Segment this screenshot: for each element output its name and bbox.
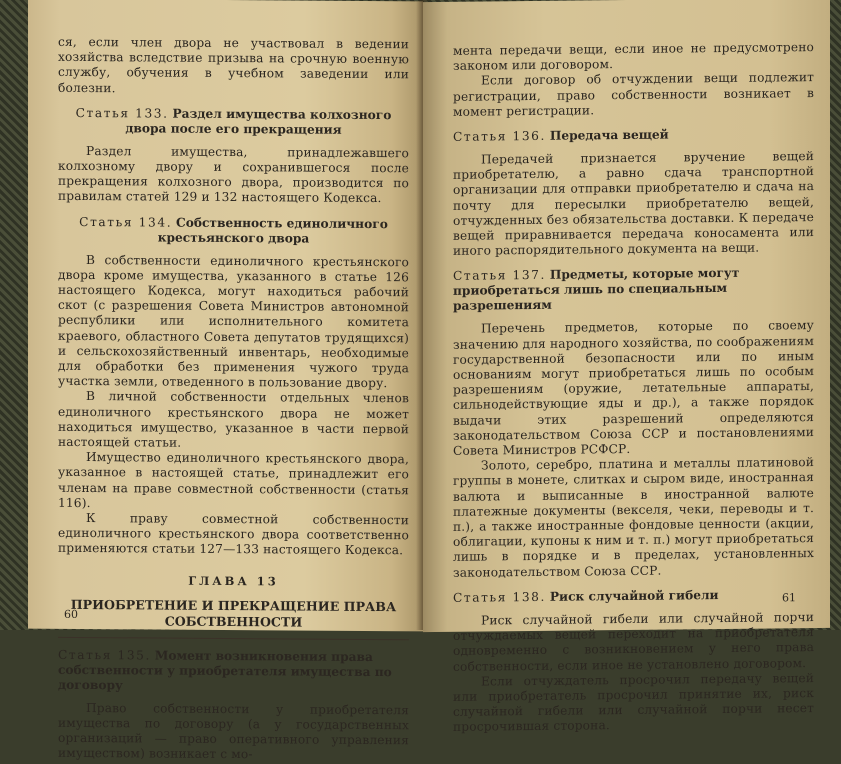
article-136-number: Статья 136. (453, 128, 547, 144)
article-136-heading (453, 126, 814, 145)
right-page (423, 0, 830, 735)
article-136-text: Передачей признается вручение вещей приобретателю, а равно сдача транспортной организации для отправки приобретателю и сдача на почту для пересылки приобретателю вещей, отчужденных без обязательства доставки. К передаче вещей приравнивается передача коносамента или иного распорядительного документа на вещи. (453, 149, 814, 259)
right-paragraph-2: Если договор об отчуждении вещи подлежит регистрации, право собственности возникает в момент регистрации. (453, 70, 814, 119)
right-paragraph-1: мента передачи вещи, если иное не предусмотрено законом или договором. (453, 40, 814, 74)
open-book (28, 0, 830, 762)
article-133-text: Раздел имущества, принадлежавшего колхозному двору и сохранившегося после прекращения колхозного двора, производится по правилам статей 129 и 132 настоящего Кодекса. (58, 143, 409, 206)
article-138-title: Риск случайной гибели (549, 587, 719, 604)
article-137-paragraph-2: Золото, серебро, платина и металлы платиновой группы в монете, слитках и сыром виде, иностранная валюта и выписанные в иностранной валюте платежные документы (векселя, чеки, переводы и т. п.), а также иностранные фондовые ценности (акции, облигации, купоны к ним и т. п.) могут приобретаться лишь в порядке и в пределах, установленных законодательством Союза ССР. (453, 455, 814, 580)
article-136-title: Передача вещей (549, 127, 669, 143)
article-137-paragraph-1: Перечень предметов, которые по своему значению для народного хозяйства, по соображениям государственной безопасности или по иным основаниям могут приобретаться лишь по особым разрешениям (оружие, летательные аппараты, сильнодействующие яды и др.), а также порядок выдачи этих разрешений определяются законодательством Союза ССР и постановлениями Совета Министров РСФСР. (453, 318, 814, 458)
article-135-text: Право собственности у приобретателя имущества по договору (а у государственных организаций — право оперативного управления имуществом) возникает с мо- (58, 700, 409, 762)
page-number-right: 61 (782, 591, 796, 605)
article-134-title: Собственность единоличного крестьянского двора (157, 215, 388, 246)
article-137-heading (453, 265, 814, 314)
article-133-number: Статья 133. (75, 105, 169, 121)
left-paragraph-1: ся, если член двора не участвовал в ведении хозяйства вследствие призыва на срочную военную службу, обучения в учебном заведении или болезни. (58, 34, 409, 95)
chapter-title: ПРИОБРЕТЕНИЕ И ПРЕКРАЩЕНИЕ ПРАВА СОБСТВЕННОСТИ (70, 596, 397, 630)
article-133-title: Раздел имущества колхозного двора после его прекращения (125, 106, 392, 137)
page-number-left: 60 (64, 607, 78, 621)
article-138-heading (453, 587, 814, 606)
left-page (28, 0, 423, 762)
article-137-number: Статья 137. (453, 268, 547, 284)
article-134-paragraph-2: В личной собственности отдельных членов единоличного крестьянского двора не может находиться имущество, указанное в части первой настоящей статьи. (58, 389, 409, 450)
chapter-label: ГЛАВА 13 (188, 573, 279, 589)
article-138-paragraph-1: Риск случайной гибели или случайной порчи отчуждаемых вещей переходит на приобретателя одновременно с возникновением у него права собственности, если иное не установлено договором. (453, 609, 814, 674)
article-135-heading (58, 648, 409, 695)
article-134-paragraph-1: В собственности единоличного крестьянского двора кроме имущества, указанного в статье 126 настоящего Кодекса, могут находиться рабочий скот (с разрешения Совета Министров автономной республики или исполнительного комитета краевого, областного Совета депутатов трудящихся) и сельскохозяйственный инвентарь, необходимые для обработки без применения чужого труда участка земли, отведенного в пользование двору. (58, 252, 409, 391)
chapter-divider (58, 637, 409, 640)
article-138-number: Статья 138. (453, 589, 547, 605)
article-137-title: Предметы, которые могут приобретаться лишь по специальным разрешениям (453, 266, 740, 314)
article-134-paragraph-3: Имущество единоличного крестьянского двора, указанное в настоящей статье, принадлежит его членам на праве совместной собственности (статья 116). (58, 450, 409, 510)
article-134-heading (58, 214, 409, 246)
article-138-paragraph-2: Если отчуждатель просрочил передачу вещей или приобретатель просрочил принятие их, риск случайной гибели или случайной порчи несет просрочившая сторона. (453, 670, 814, 735)
article-134-number: Статья 134. (79, 214, 173, 230)
article-135-title: Момент возникновения права собственности у приобретателя имущества по договору (58, 648, 392, 692)
article-134-paragraph-4: К праву совместной собственности единоличного крестьянского двора соответственно применяются статьи 127—133 настоящего Кодекса. (58, 511, 409, 558)
article-133-heading (58, 106, 409, 138)
article-135-number: Статья 135. (58, 647, 152, 663)
